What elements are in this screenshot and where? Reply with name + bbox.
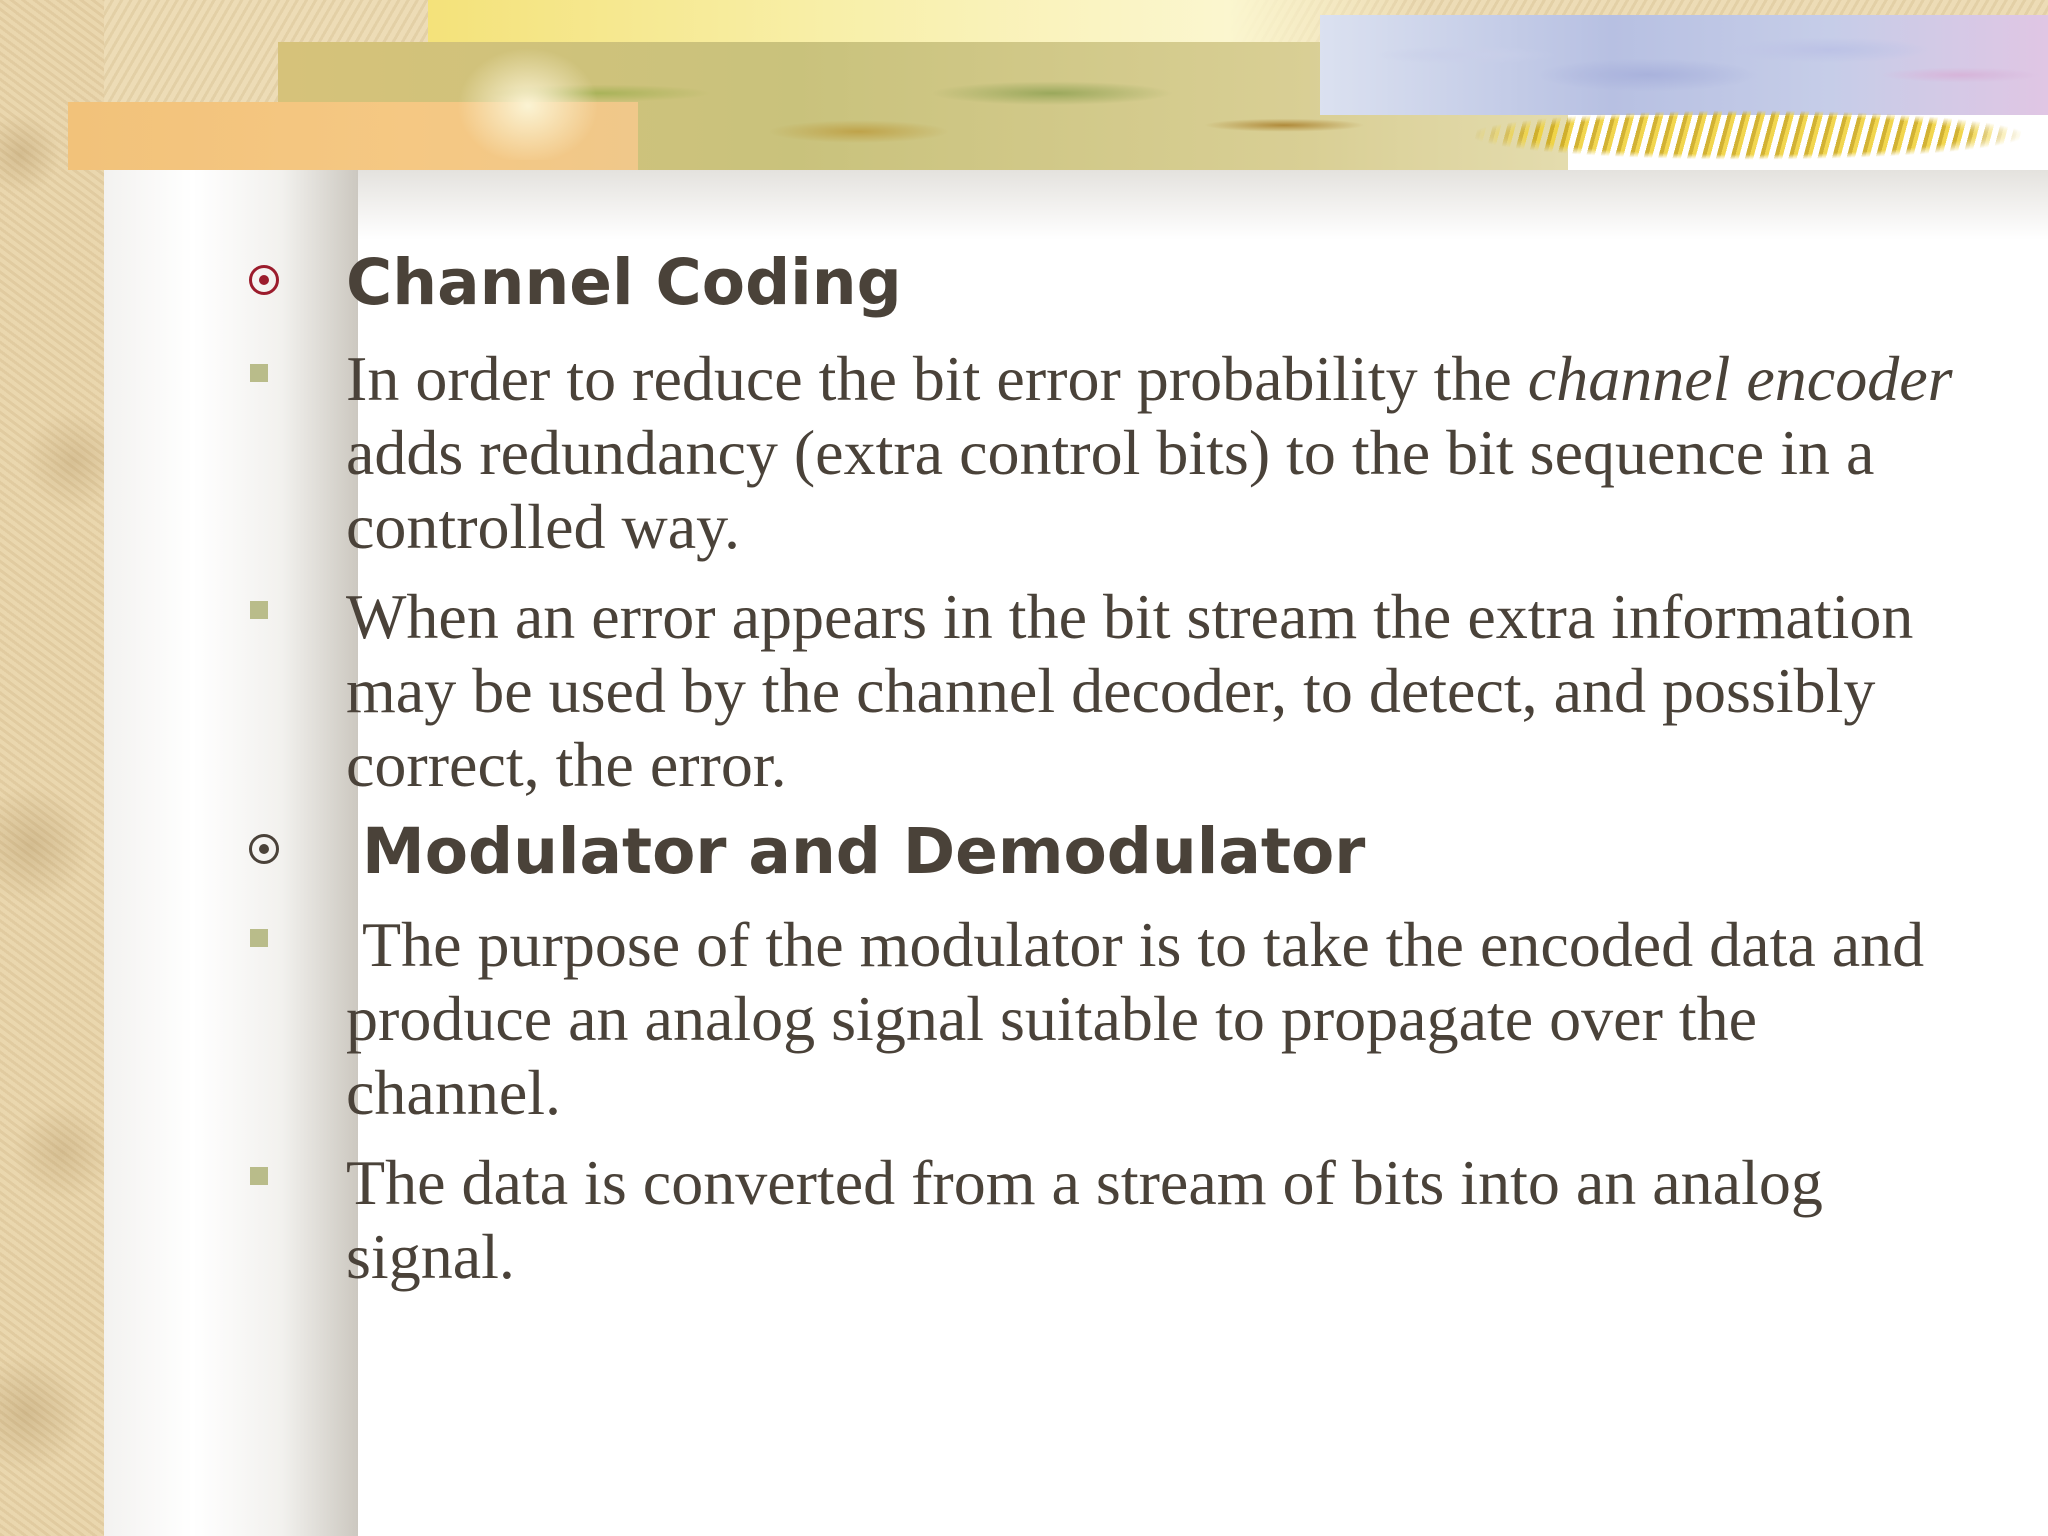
paragraph-data-conversion: The data is converted from a stream of bits into an analog signal. [346, 1147, 1823, 1292]
circle-dot-icon [249, 265, 279, 295]
paragraph-text: In order to reduce the bit error probability the [346, 343, 1528, 414]
heading-modulator-demodulator: Modulator and Demodulator [362, 815, 1366, 888]
paragraph-text: adds redundancy (extra control bits) to the bit sequence in a controlled way. [346, 417, 1875, 562]
square-bullet-icon [250, 364, 268, 382]
square-bullet-icon [250, 929, 268, 947]
emphasis-text: channel encoder [1527, 343, 1953, 414]
paragraph-channel-encoder [346, 342, 1966, 564]
paragraph-modulator-purpose: The purpose of the modulator is to take the encoded data and produce an analog signal suitable to propagate over the channel. [346, 909, 1925, 1128]
square-bullet-icon [250, 601, 268, 619]
heading-channel-coding: Channel Coding [346, 246, 902, 319]
square-bullet-icon [250, 1167, 268, 1185]
paragraph-error-detection: When an error appears in the bit stream the extra information may be used by the channel decoder, to detect, and possibly correct, the error. [346, 581, 1914, 800]
circle-dot-icon [249, 834, 279, 864]
